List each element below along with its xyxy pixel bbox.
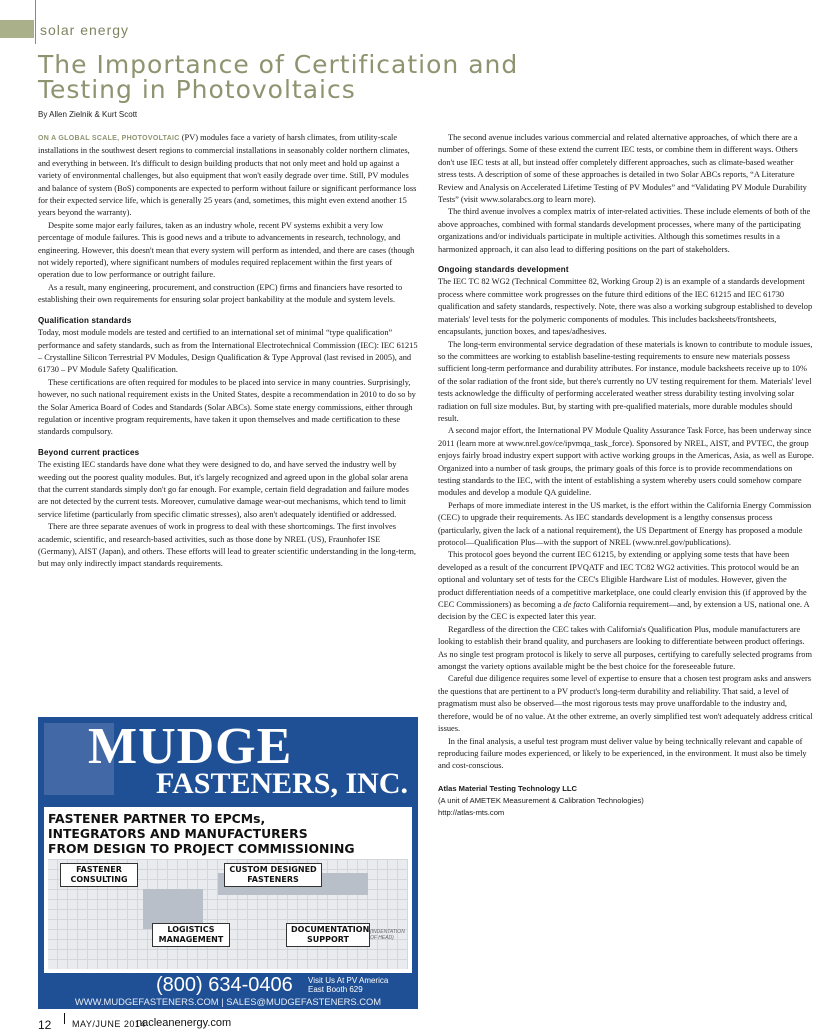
section-tab — [0, 20, 34, 38]
paragraph: The long-term environmental service degradation of these materials is known to contribute to module issues, so the committees are working to establish baseline-testing requirements to ensure new materials possess sufficient long-term performance and durability attributes. For instance, module backsheets receive up to 10% of the solar radiation of the front side, but there's currently no UV testing requirement for them. Materials' level tests acknowledge the difficulty of performing accelerated weather stress durability testing involving solar radiation on full size modules. But, by starting with pre-qualified materials, more durable modules should result. — [438, 339, 813, 423]
paragraph: The IEC TC 82 WG2 (Technical Committee 82, Working Group 2) is an example of a standards development process where committee work progresses on the future third editions of the IEC 61215 and IEC 61730 qualification and safety standards, respectively. Note, there was also a working subgroup established to develop materials' level tests for the polymeric components of modules. This includes backsheets/frontsheets, encapsulants, junction boxes, and tapes/adhesives. — [438, 277, 813, 337]
emphasis: de facto — [563, 600, 591, 610]
ad-panel — [44, 807, 412, 973]
paragraph: The third avenue involves a complex matrix of inter-related activities. These include elements of both of the above approaches, combined with formal standards development processes, where many of the participating organizations and/or individuals participate in multiple activities. Although this sometimes results in a harmonized approach, it can also lead to differing positions on the part of stakeholders. — [438, 207, 811, 254]
paragraph: Despite some major early failures, taken as an industry whole, recent PV systems exhibit a very low percentage of module failures. This is good news and a tribute to advancements in research, technology, and engineering. However, this doesn't mean that every system will perform as intended, and there are cases (though not widely reported), where significant numbers of modules required replacement within the first years of operation due to low performance or outright failure. — [38, 220, 415, 280]
ad-visit-line: East Booth 629 — [308, 985, 363, 994]
blueprint-drawing — [48, 859, 408, 969]
ad-tagline — [48, 811, 408, 856]
paragraph: Regardless of the direction the CEC takes with California's Qualification Plus, module manufacturers are looking to establish their brand quality, and purchasers are looking to differentiate between product offerings. As no single test program protocol is likely to serve all purposes, certifying to carefully selected programs from amongst the variety options available might be the best choice for the foreseeable future. — [438, 624, 812, 672]
ad-visit-line: Visit Us At PV America — [308, 976, 389, 985]
paragraph: In the final analysis, a useful test program must deliver value by being technically relevant and capable of reproducing failure modes experienced, or likely to be experienced, in the environment. It must also be timely and cost-conscious. — [438, 736, 807, 771]
ad-tagline-line: FROM DESIGN TO PROJECT COMMISSIONING — [48, 841, 355, 856]
ad-service-custom: CUSTOM DESIGNED FASTENERS — [224, 863, 322, 887]
paragraph: The second avenue includes various commercial and related alternative approaches, of which there are a number of offerings. Some of these extend the current IEC tests, or combine them in different ways. Others don't use IEC tests at all, but instead offer completely different approaches, such as climate-based weather stress tests. A description of some of these approaches is detailed in two Solar ABCs reports, “A Literature Review and Analysis on Accelerated Lifetime Testing of PV Modules” and “Validating PV Module Durability Tests” (visit www.solarabcs.org to learn more). — [438, 133, 807, 205]
credit-subtitle: (A unit of AMETEK Measurement & Calibration Technologies) — [438, 795, 644, 805]
advertisement[interactable] — [38, 717, 418, 1009]
paragraph-text: (PV) modules face a variety of harsh climates, from utility-scale installations in the southwest desert regions to commercial installations in seasonably colder northern climates, and everything in between. It's difficult to design building products that not only meet and hold up against a variety of environmental challenges, but also equipment that won't easily degrade over time. Still, PV modules and balance of system (BoS) components are expected to perform without failure or significant performance loss for their expected service life, which is generally 25 years (and, sometimes, this might even extend another 15 years beyond the warranty). — [38, 133, 417, 218]
footer-divider — [64, 1013, 65, 1024]
paragraph — [38, 132, 418, 220]
paragraph: Perhaps of more immediate interest in the US market, is the effort within the California Energy Commission (CEC) to upgrade their requirements. As IEC standards development is a lengthy consensus process (particularly, given the lack of a national requirement), the US Department of Energy has proposed a module protocol—Qualification Plus—with the support of NREL (www.nrel.gov/publications). — [438, 500, 812, 547]
drawing-note: (INDENTATION OF HEAD) — [370, 929, 405, 941]
header-rule — [35, 0, 36, 44]
subheading-beyond: Beyond current practices — [38, 447, 140, 457]
right-column — [438, 132, 814, 819]
ad-tagline-line: INTEGRATORS AND MANUFACTURERS — [48, 826, 308, 841]
ad-brand: MUDGE — [88, 718, 293, 775]
ad-phone[interactable]: (800) 634-0406 — [156, 974, 293, 996]
byline: By Allen Zielnik & Kurt Scott — [38, 110, 138, 119]
paragraph-text: This protocol goes beyond the current IEC 61215, by extending or applying some tests that have been developed as a result of the concurrent IPVQATF and IEC TC82 WG2 activities. This protocol would be an optional and voluntary set of tests for the CEC's Eligible Hardware List of modules. However, given the product differentiation needs of a competitive marketplace, one could clearly envision this (if approved by the CEC Commissioners) as becoming a — [438, 550, 807, 610]
subheading-qualification: Qualification standards — [38, 315, 132, 325]
paragraph: Careful due diligence requires some level of expertise to ensure that a chosen test program asks and answers the questions that are pertinent to a PV product's long-term durability and reliability. That said, a level of pragmatism must also be observed—the most rigorous tests may prove unaffordable to the industry and, therefore, would be of no value. At the other extreme, an overly simplified test won't adequately address critical issues. — [438, 674, 813, 734]
paragraph: A second major effort, the International PV Module Quality Assurance Task Force, has been underway since 2011 (learn more at www.nrel.gov/ce/ipvmqa_task_force). Sponsored by NREL, AIST, and PVTEC, the group enjoys fairly broad industry expert support with active working groups in the Americas, Asia, as well as Europe. Organized into a number of task groups, the primary goals of this force is to provide recommendations on testing standards to the IEC, with the intent of establishing a system whereby users could somehow compare modules and develop a module QA guideline. — [438, 426, 814, 498]
section-label: solar energy — [40, 22, 130, 38]
title-line-1: The Importance of Certification and — [38, 50, 519, 79]
title-line-2: Testing in Photovoltaics — [38, 75, 356, 104]
author-credit — [438, 783, 814, 819]
ad-visit — [308, 976, 388, 994]
ad-service-logistics: LOGISTICS MANAGEMENT — [152, 923, 230, 947]
paragraph: There are three separate avenues of work in progress to deal with these shortcomings. The first involves academic, scientific, and research-based activities, such as those done by NREL (US), Fraunhofer ISE (Germany), AIST (Japan), and others. These efforts will lead to greater scientific understanding in the long-term, but may only indirectly impact standards requirements. — [38, 522, 416, 569]
ad-tagline-line: FASTENER PARTNER TO EPCMs, — [48, 811, 266, 826]
credit-link[interactable]: http://atlas-mts.com — [438, 807, 505, 817]
paragraph: The existing IEC standards have done what they were designed to do, and have served the industry well by weeding out the poorest quality modules. But, it's largely recognized and agreed upon in the global solar arena that the current standards simply don't go far enough. For example, certain field degradation and failure modes are not detected by the current tests. Moreover, cumulative damage wear-out mechanisms, which tend to limit service lifetime (particularly from specific climatic stresses), also aren't adequately identified or addressed. — [38, 460, 409, 519]
lead-in: ON A GLOBAL SCALE, PHOTOVOLTAIC — [38, 135, 180, 142]
page-number: 12 — [38, 1018, 52, 1032]
article-title — [38, 52, 658, 102]
ad-brand-sub: FASTENERS, INC. — [156, 767, 408, 800]
ad-service-documentation: DOCUMENTATION SUPPORT — [286, 923, 370, 947]
credit-organization: Atlas Material Testing Technology LLC — [438, 783, 577, 793]
left-column — [38, 132, 418, 571]
paragraph: Today, most module models are tested and certified to an international set of minimal “type qualification” performance and safety standards, such as from the International Electrotechnical Commission (IEC): IEC 61215 – Crystalline Silicon Terrestrial PV Modules, Design Qualification & Type Approval (last revised in 2005), and 61730 – PV Module Safety Qualification. — [38, 328, 418, 375]
issue-date: MAY/JUNE 2014 — [72, 1019, 146, 1029]
paragraph: As a result, many engineering, procurement, and construction (EPC) firms and financiers have resorted to establishing their own requirements for ensuring solar project bankability at the module and system levels. — [38, 282, 403, 305]
paragraph: These certifications are often required for modules to be placed into service in many countries. Surprisingly, however, no such national requirement exists in the United States, despite a recommendation in 2010 to do so by the Solar America Board of Codes and Standards (Solar ABCs). Some state energy commissions, either through regulation or incentive program requirements, have taken it upon themselves and made certification to these standards compulsory. — [38, 377, 416, 437]
paragraph-text: California requirement—and, by extension a US, national one. A decision by the CEC is expected later this year. — [438, 600, 810, 622]
ad-service-consulting: FASTENER CONSULTING — [60, 863, 138, 887]
site-link[interactable]: nacleanenergy.com — [136, 1017, 232, 1029]
subheading-ongoing: Ongoing standards development — [438, 265, 569, 275]
ad-web-link[interactable]: WWW.MUDGEFASTENERS.COM | SALES@MUDGEFASTENERS.COM — [74, 996, 382, 1007]
paragraph — [438, 549, 814, 623]
